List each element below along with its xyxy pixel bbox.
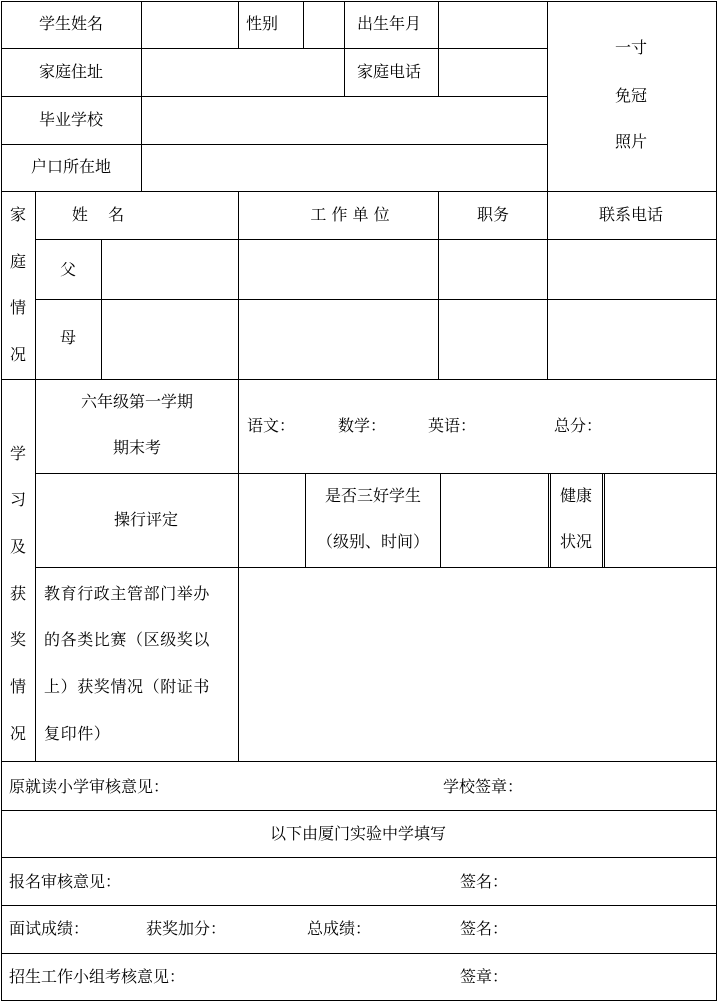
- chinese-score-label: 语文：: [247, 416, 296, 435]
- total-score-label: 总分：: [554, 416, 603, 435]
- three-good-label-line1: 是否三好学生: [324, 486, 422, 505]
- health-label-line2: 状况: [559, 532, 593, 551]
- birth-date-label: 出生年月: [356, 14, 422, 33]
- hukou-location-field[interactable]: [142, 145, 547, 191]
- awards-label-line: 复印件）: [44, 724, 111, 743]
- birth-date-field[interactable]: [439, 2, 547, 48]
- study-side-char: 及: [9, 537, 27, 556]
- photo-label-line1: 一寸: [614, 38, 648, 57]
- home-address-field[interactable]: [142, 49, 344, 96]
- study-side-char: 况: [9, 724, 27, 743]
- exam-label-line2: 期末考: [112, 438, 162, 457]
- section-title: 以下由厦门实验中学填写: [269, 824, 447, 843]
- family-side-char: 家: [9, 205, 27, 224]
- seal-label: 签章：: [460, 967, 509, 986]
- family-header-position: 职务: [476, 205, 510, 224]
- student-name-field[interactable]: [142, 2, 238, 48]
- photo-label-line3: 照片: [614, 132, 648, 151]
- signature-label: 签名：: [460, 919, 509, 938]
- family-header-name: 姓 名: [71, 205, 125, 224]
- family-header-phone: 联系电话: [598, 205, 664, 224]
- family-side-char: 庭: [9, 252, 27, 271]
- home-address-label: 家庭住址: [38, 62, 104, 81]
- mother-position-field[interactable]: [439, 300, 547, 379]
- awards-field[interactable]: [239, 568, 716, 761]
- three-good-label-line2: （级别、时间）: [316, 532, 430, 551]
- awards-label-line: 上）获奖情况（附证书: [44, 677, 211, 696]
- photo-label-line2: 免冠: [614, 86, 648, 105]
- exam-label-line1: 六年级第一学期: [80, 392, 194, 411]
- math-score-label: 数学：: [338, 416, 387, 435]
- father-label: 父: [59, 260, 77, 279]
- conduct-field[interactable]: [239, 474, 305, 567]
- hukou-location-label: 户口所在地: [30, 157, 112, 176]
- three-good-field[interactable]: [441, 474, 548, 567]
- study-side-char: 奖: [9, 630, 27, 649]
- home-phone-label: 家庭电话: [356, 62, 422, 81]
- mother-phone-field[interactable]: [548, 300, 716, 379]
- english-score-label: 英语：: [428, 416, 477, 435]
- interview-score-label: 面试成绩：: [9, 919, 90, 938]
- father-position-field[interactable]: [439, 240, 547, 299]
- study-side-char: 习: [9, 490, 27, 509]
- gender-label: 性别: [246, 14, 279, 33]
- mother-name-field[interactable]: [102, 300, 238, 379]
- father-work-unit-field[interactable]: [239, 240, 438, 299]
- gender-field[interactable]: [304, 2, 344, 48]
- home-phone-field[interactable]: [439, 49, 547, 96]
- study-side-char: 学: [9, 444, 27, 463]
- mother-work-unit-field[interactable]: [239, 300, 438, 379]
- total-score-label: 总成绩：: [307, 919, 372, 938]
- father-phone-field[interactable]: [548, 240, 716, 299]
- graduated-school-label: 毕业学校: [38, 110, 104, 129]
- registration-opinion-label: 报名审核意见：: [9, 872, 122, 891]
- mother-label: 母: [59, 328, 77, 347]
- primary-school-opinion-label: 原就读小学审核意见：: [9, 777, 170, 796]
- awards-label-line: 的各类比赛（区级奖以: [44, 630, 211, 649]
- signature-label: 签名：: [460, 872, 509, 891]
- health-field[interactable]: [605, 474, 716, 567]
- family-side-char: 情: [9, 298, 27, 317]
- school-seal-label: 学校签章：: [443, 777, 524, 796]
- awards-label-line: 教育行政主管部门举办: [44, 584, 211, 603]
- student-name-label: 学生姓名: [38, 14, 104, 33]
- father-name-field[interactable]: [102, 240, 238, 299]
- study-side-char: 情: [9, 677, 27, 696]
- graduated-school-field[interactable]: [142, 97, 547, 144]
- admission-opinion-label: 招生工作小组考核意见：: [9, 967, 186, 986]
- family-side-char: 况: [9, 345, 27, 364]
- award-bonus-label: 获奖加分：: [146, 919, 227, 938]
- conduct-label: 操行评定: [113, 510, 179, 529]
- health-label-line1: 健康: [559, 486, 593, 505]
- family-header-work-unit: 工 作 单 位: [310, 205, 390, 224]
- study-side-char: 获: [9, 584, 27, 603]
